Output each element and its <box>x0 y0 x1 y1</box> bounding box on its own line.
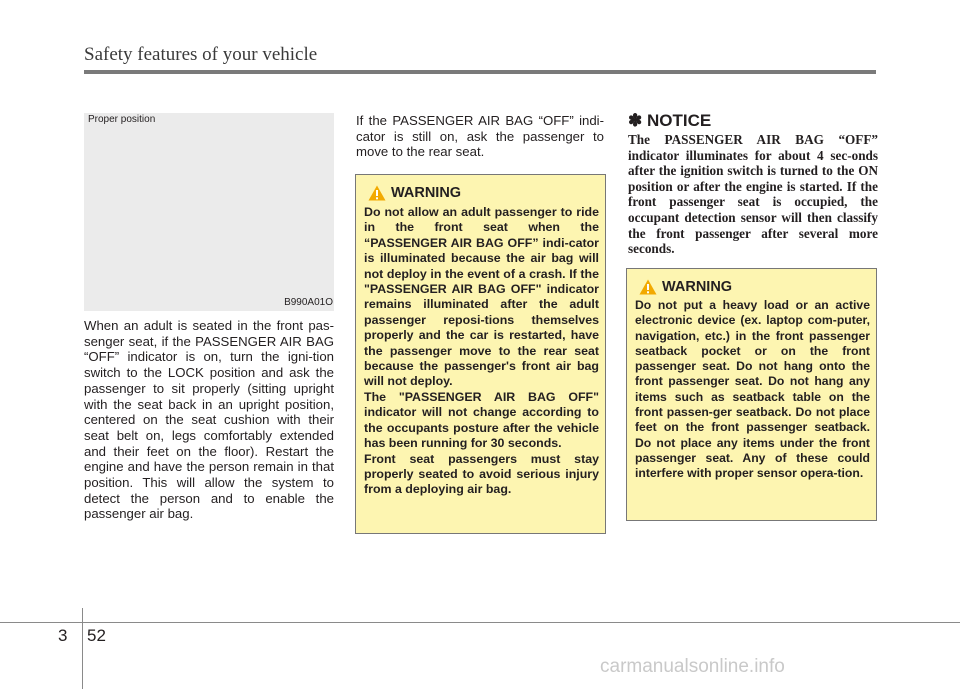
warning-triangle-icon <box>368 185 386 201</box>
warning-box-adult-passenger <box>355 174 606 534</box>
page-header-title: Safety features of your vehicle <box>84 44 318 65</box>
chapter-number: 3 <box>58 626 68 645</box>
footer-rule <box>0 622 960 623</box>
warning-triangle-icon <box>639 279 657 295</box>
column1-body: When an adult is seated in the front pas-senger seat, if the PASSENGER AIR BAG “OFF” indicator is on, turn the igni-tion switch to the LOCK position and ask the passenger to sit properly (sitting upright with the seat back in an upright position, centered on the seat cushion with their seat belt on, legs comfortably extended and their feet on the floor). Restart the engine and have the person remain in that position. This will allow the system to detect the person and to enable the passenger air bag. <box>84 318 334 522</box>
warning-paragraph: Do not allow an adult passenger to ride in the front seat when the “PASSENGER AIR BAG OFF” indi-cator is illuminated because the air bag will not deploy in the event of a crash. If the "PASSENGER AIR BAG OFF" indicator remains illuminated after the adult passenger reposi-tions themselves properly and the car is restarted, have the passenger move to the rear seat because the passenger's front air bag will not deploy. <box>364 205 599 389</box>
footer-divider <box>82 608 83 689</box>
figure-proper-position <box>84 113 334 311</box>
page-number: 52 <box>87 626 106 645</box>
notice-title <box>628 111 711 131</box>
figure-caption: Proper position <box>88 114 156 125</box>
figure-code: B990A01O <box>284 297 333 308</box>
warning-title: WARNING <box>662 279 733 295</box>
warning-paragraph: Front seat passengers must stay properly seated to avoid serious injury from a deploying air bag. <box>364 451 599 497</box>
warning-title: WARNING <box>391 185 462 201</box>
notice-title-text: NOTICE <box>646 111 712 130</box>
watermark: carmanualsonline.info <box>600 656 785 677</box>
column2-intro: If the PASSENGER AIR BAG “OFF” indi-cator is still on, ask the passenger to move to the rear seat. <box>356 113 604 160</box>
warning-box-seat-load <box>626 268 877 521</box>
warning-paragraph: Do not put a heavy load or an active electronic device (ex. laptop com-puter, navigation, etc.) in the front passenger seatback pocket or on the front passenger seat. Do not hang onto the front passenger seat. Do not hang any items such as seatback table on the front passen-ger seatback. Do not place feet on the front passenger seatback. Do not place any items under the front passenger seat. Any of these could interfere with proper sensor opera-tion. <box>635 298 870 481</box>
notice-body: The PASSENGER AIR BAG “OFF” indicator illuminates for about 4 sec-onds after the ignition switch is turned to the ON position or after the engine is started. If the front passenger seat is occupied, the occupant detection sensor will then classify the front passenger after several more seconds. <box>628 132 878 257</box>
warning-paragraph: The "PASSENGER AIR BAG OFF" indicator will not change according to the occupants posture after the vehicle has been running for 30 seconds. <box>364 389 599 451</box>
header-rule <box>84 70 876 74</box>
notice-star-icon: ✽ <box>628 111 643 130</box>
